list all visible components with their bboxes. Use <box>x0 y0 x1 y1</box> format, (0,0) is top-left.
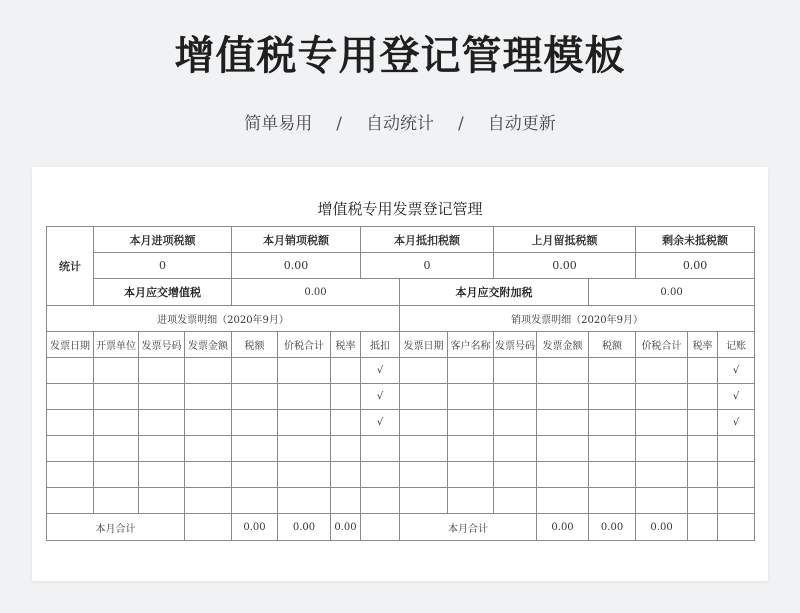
deduct-check-cell[interactable]: √ <box>361 358 400 384</box>
summary-header-row <box>47 227 755 253</box>
table-cell[interactable] <box>688 488 718 514</box>
output-total-amount[interactable]: 0.00 <box>589 514 636 541</box>
invoice-row <box>47 358 755 384</box>
table-cell[interactable] <box>448 436 494 462</box>
table-cell[interactable] <box>636 384 688 410</box>
table-cell[interactable] <box>94 436 139 462</box>
deduct-check-cell[interactable]: √ <box>361 410 400 436</box>
table-cell[interactable] <box>331 384 361 410</box>
invoice-rows <box>47 358 755 514</box>
output-total-cell[interactable] <box>688 514 718 541</box>
sheet-title: 增值税专用发票登记管理 <box>317 200 483 218</box>
table-cell[interactable] <box>331 462 361 488</box>
table-cell[interactable] <box>636 410 688 436</box>
tag-easy: 简单易用 <box>244 114 313 134</box>
table-cell[interactable] <box>278 384 331 410</box>
invoice-row <box>47 384 755 410</box>
table-cell[interactable] <box>185 488 232 514</box>
table-cell[interactable] <box>448 358 494 384</box>
column-header: 价税合计 <box>278 332 331 358</box>
table-cell[interactable] <box>331 358 361 384</box>
posted-check-cell[interactable] <box>718 436 755 462</box>
table-cell[interactable] <box>636 436 688 462</box>
output-tax-header: 本月销项税额 <box>232 227 361 253</box>
table-cell[interactable] <box>331 436 361 462</box>
table-cell[interactable] <box>331 488 361 514</box>
table-cell[interactable] <box>278 488 331 514</box>
output-total-tax[interactable]: 0.00 <box>537 514 589 541</box>
input-total-cell[interactable] <box>361 514 400 541</box>
table-cell[interactable] <box>232 410 278 436</box>
table-cell[interactable] <box>400 384 448 410</box>
table-cell[interactable] <box>47 436 94 462</box>
table-cell[interactable] <box>185 358 232 384</box>
table-cell[interactable] <box>185 384 232 410</box>
input-section-title: 进项发票明细（2020年9月） <box>47 306 400 332</box>
table-cell[interactable] <box>494 358 537 384</box>
output-total-cell[interactable] <box>718 514 755 541</box>
deduct-check-cell[interactable] <box>361 436 400 462</box>
column-header: 价税合计 <box>636 332 688 358</box>
input-total-grand[interactable]: 0.00 <box>331 514 361 541</box>
input-tax-value[interactable]: 0 <box>94 253 232 279</box>
table-cell[interactable] <box>47 358 94 384</box>
column-header: 发票日期 <box>47 332 94 358</box>
table-cell[interactable] <box>278 436 331 462</box>
table-cell[interactable] <box>494 384 537 410</box>
table-cell[interactable] <box>94 358 139 384</box>
column-header: 发票金额 <box>537 332 589 358</box>
table-cell[interactable] <box>537 410 589 436</box>
table-cell[interactable] <box>185 436 232 462</box>
table-cell[interactable] <box>688 462 718 488</box>
posted-check-cell[interactable]: √ <box>718 410 755 436</box>
table-cell[interactable] <box>589 462 636 488</box>
table-cell[interactable] <box>636 462 688 488</box>
remaining-credit-header: 剩余未抵税额 <box>636 227 755 253</box>
output-tax-value[interactable]: 0.00 <box>232 253 361 279</box>
column-header: 税率 <box>331 332 361 358</box>
table-cell[interactable] <box>688 410 718 436</box>
table-cell[interactable] <box>278 462 331 488</box>
input-total-tax[interactable]: 0.00 <box>232 514 278 541</box>
table-cell[interactable] <box>448 462 494 488</box>
table-cell[interactable] <box>400 436 448 462</box>
page-title: 增值税专用登记管理模板 <box>174 33 626 79</box>
table-cell[interactable] <box>47 462 94 488</box>
invoice-row <box>47 488 755 514</box>
table-cell[interactable] <box>636 488 688 514</box>
summary-value-row <box>47 253 755 279</box>
table-cell[interactable] <box>537 462 589 488</box>
table-cell[interactable] <box>232 488 278 514</box>
table-cell[interactable] <box>589 488 636 514</box>
table-cell[interactable] <box>688 358 718 384</box>
column-header: 发票号码 <box>494 332 537 358</box>
column-header: 税额 <box>232 332 278 358</box>
table-cell[interactable] <box>47 410 94 436</box>
feature-tagline <box>0 112 800 136</box>
table-cell[interactable] <box>139 488 185 514</box>
output-total-label: 本月合计 <box>400 514 537 541</box>
column-header: 发票金额 <box>185 332 232 358</box>
column-header: 税率 <box>688 332 718 358</box>
table-cell[interactable] <box>94 462 139 488</box>
separator: / <box>458 114 464 134</box>
table-cell[interactable] <box>537 384 589 410</box>
table-cell[interactable] <box>94 488 139 514</box>
tag-auto-update: 自动更新 <box>487 114 556 134</box>
table-cell[interactable] <box>537 358 589 384</box>
input-total-label: 本月合计 <box>47 514 185 541</box>
input-total-cell[interactable] <box>185 514 232 541</box>
table-cell[interactable] <box>537 436 589 462</box>
table-cell[interactable] <box>139 436 185 462</box>
table-cell[interactable] <box>589 436 636 462</box>
column-header: 发票号码 <box>139 332 185 358</box>
table-cell[interactable] <box>688 384 718 410</box>
table-cell[interactable] <box>400 410 448 436</box>
table-cell[interactable] <box>139 358 185 384</box>
table-cell[interactable] <box>232 462 278 488</box>
vat-due-label: 本月应交增值税 <box>94 279 232 306</box>
column-header: 发票日期 <box>400 332 448 358</box>
column-header: 记账 <box>718 332 755 358</box>
carryover-credit-value[interactable]: 0.00 <box>494 253 636 279</box>
table-cell[interactable] <box>232 358 278 384</box>
posted-check-cell[interactable] <box>718 488 755 514</box>
table-cell[interactable] <box>232 384 278 410</box>
table-cell[interactable] <box>448 384 494 410</box>
table-cell[interactable] <box>139 410 185 436</box>
table-cell[interactable] <box>278 410 331 436</box>
invoice-row <box>47 436 755 462</box>
table-cell[interactable] <box>400 488 448 514</box>
table-cell[interactable] <box>494 436 537 462</box>
separator: / <box>336 114 342 134</box>
invoice-row <box>47 462 755 488</box>
input-tax-header: 本月进项税额 <box>94 227 232 253</box>
table-cell[interactable] <box>494 462 537 488</box>
posted-check-cell[interactable] <box>718 462 755 488</box>
vat-due-value[interactable]: 0.00 <box>232 279 400 306</box>
tax-due-row <box>47 279 755 306</box>
table-cell[interactable] <box>47 488 94 514</box>
posted-check-cell[interactable]: √ <box>718 384 755 410</box>
table-cell[interactable] <box>47 384 94 410</box>
invoice-register-table <box>46 226 755 541</box>
table-cell[interactable] <box>589 358 636 384</box>
total-row <box>47 514 755 541</box>
carryover-credit-header: 上月留抵税额 <box>494 227 636 253</box>
invoice-row <box>47 410 755 436</box>
table-cell[interactable] <box>232 436 278 462</box>
table-cell[interactable] <box>448 410 494 436</box>
table-cell[interactable] <box>636 358 688 384</box>
table-cell[interactable] <box>448 488 494 514</box>
table-cell[interactable] <box>400 358 448 384</box>
output-total-grand[interactable]: 0.00 <box>636 514 688 541</box>
input-total-amount[interactable]: 0.00 <box>278 514 331 541</box>
remaining-credit-value[interactable]: 0.00 <box>636 253 755 279</box>
tag-auto-stats: 自动统计 <box>366 114 434 134</box>
table-cell[interactable] <box>94 410 139 436</box>
table-cell[interactable] <box>537 488 589 514</box>
output-section-title: 销项发票明细（2020年9月） <box>400 306 755 332</box>
table-cell[interactable] <box>494 410 537 436</box>
table-cell[interactable] <box>331 410 361 436</box>
deductible-tax-value[interactable]: 0 <box>361 253 494 279</box>
surcharge-due-label: 本月应交附加税 <box>400 279 589 306</box>
column-header-row <box>47 332 755 358</box>
table-cell[interactable] <box>278 358 331 384</box>
table-cell[interactable] <box>589 410 636 436</box>
table-cell[interactable] <box>139 462 185 488</box>
table-cell[interactable] <box>185 410 232 436</box>
table-cell[interactable] <box>139 384 185 410</box>
column-header: 开票单位 <box>94 332 139 358</box>
table-cell[interactable] <box>688 436 718 462</box>
section-title-row <box>47 306 755 332</box>
table-cell[interactable] <box>400 462 448 488</box>
surcharge-due-value[interactable]: 0.00 <box>589 279 755 306</box>
deduct-check-cell[interactable]: √ <box>361 384 400 410</box>
column-header: 税额 <box>589 332 636 358</box>
posted-check-cell[interactable]: √ <box>718 358 755 384</box>
table-cell[interactable] <box>589 384 636 410</box>
stats-label: 统计 <box>47 227 94 306</box>
table-cell[interactable] <box>185 462 232 488</box>
column-header: 抵扣 <box>361 332 400 358</box>
table-cell[interactable] <box>494 488 537 514</box>
table-cell[interactable] <box>94 384 139 410</box>
column-header: 客户名称 <box>448 332 494 358</box>
deductible-tax-header: 本月抵扣税额 <box>361 227 494 253</box>
deduct-check-cell[interactable] <box>361 462 400 488</box>
deduct-check-cell[interactable] <box>361 488 400 514</box>
